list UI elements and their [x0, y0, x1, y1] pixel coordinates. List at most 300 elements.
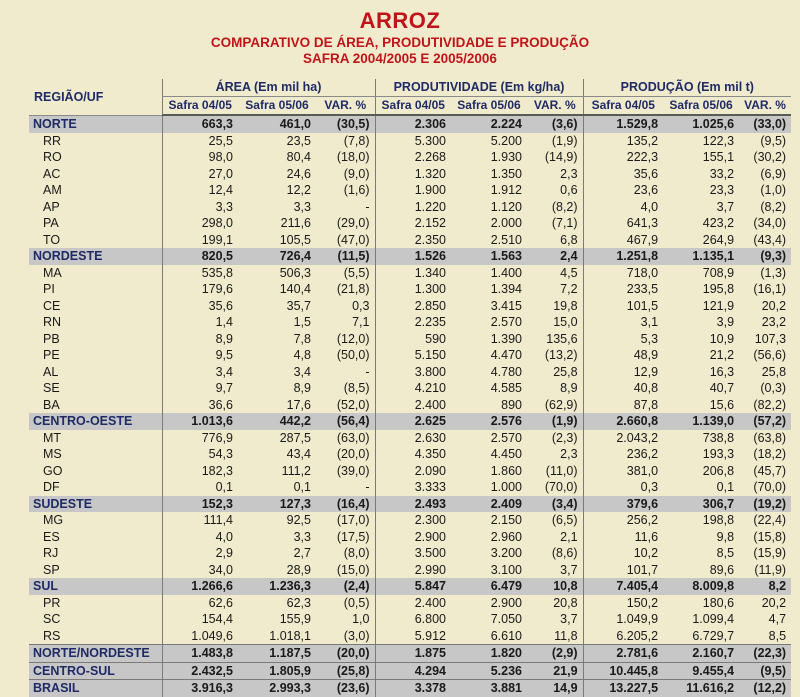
table-cell: 2.630: [375, 430, 451, 447]
table-cell: 3.800: [375, 364, 451, 381]
table-cell: 23,2: [761, 315, 787, 329]
table-cell: 1.805,9: [238, 662, 316, 680]
table-cell: 423,2: [702, 216, 735, 230]
table-cell: 2.160,7: [663, 645, 739, 663]
table-cell: 2.150: [490, 513, 522, 527]
table-cell: (52,0): [336, 397, 370, 412]
table-cell: 19,8: [553, 298, 578, 313]
table-cell: 5.150: [375, 347, 451, 364]
table-cell: 379,6: [583, 496, 663, 513]
table-cell: (2,9): [527, 645, 583, 663]
table-cell: 2.306: [375, 115, 451, 133]
table-cell: (39,0): [336, 463, 370, 478]
table-cell: (62,9): [544, 397, 578, 412]
table-cell: (9,3): [739, 248, 791, 265]
table-cell: 1.563: [451, 248, 527, 265]
subheader-cell: Safra 04/05: [375, 97, 451, 116]
table-cell: 4,0: [583, 199, 663, 216]
table-cell: (16,4): [316, 496, 375, 513]
table-cell: (30,2): [753, 150, 787, 164]
table-cell: 111,4: [162, 512, 238, 529]
table-cell: 155,1: [702, 150, 735, 164]
table-cell: 9.455,4: [663, 662, 739, 680]
row-label: SUL: [29, 578, 162, 595]
table-cell: 8.009,8: [663, 578, 739, 595]
table-cell: (0,3): [760, 381, 787, 395]
table-cell: (20,0): [316, 645, 375, 663]
header-region: REGIÃO/UF: [29, 79, 162, 115]
subheader-cell: Safra 04/05: [162, 97, 238, 116]
row-label: PI: [43, 282, 55, 296]
region-row: [29, 115, 791, 133]
table-cell: 152,3: [162, 496, 238, 513]
table-cell: 1.135,1: [663, 248, 739, 265]
table-cell: 256,2: [583, 512, 663, 529]
table-cell: (14,9): [544, 150, 578, 164]
table-cell: 89,6: [709, 562, 735, 577]
table-cell: 6.205,2: [583, 628, 663, 645]
table-cell: 1.139,0: [663, 413, 739, 430]
table-cell: 1.187,5: [238, 645, 316, 663]
table-row: [29, 182, 791, 199]
table-cell: 4,0: [162, 529, 238, 546]
page-subtitle-safra: SAFRA 2004/2005 E 2005/2006: [303, 51, 497, 66]
subheader-cell: Safra 05/06: [238, 97, 316, 116]
row-label: PR: [43, 595, 61, 610]
row-label: DF: [43, 480, 60, 494]
table-cell: 4.294: [375, 662, 451, 680]
table-row: [29, 314, 791, 331]
table-cell: 3,7: [560, 562, 578, 577]
table-cell: 2.850: [375, 298, 451, 315]
table-cell: 193,3: [702, 447, 735, 461]
row-label: BRASIL: [29, 680, 162, 697]
row-label: AL: [43, 364, 59, 379]
table-cell: 2.781,6: [583, 645, 663, 663]
table-cell: (34,0): [753, 216, 787, 230]
table-cell: 6,8: [560, 232, 578, 247]
table-cell: 3.881: [451, 680, 527, 697]
table-cell: 2.960: [490, 529, 522, 544]
table-cell: 1.013,6: [162, 413, 238, 430]
table-cell: 3.100: [490, 562, 522, 577]
table-cell: 0,1: [293, 480, 311, 494]
table-cell: (18,0): [336, 150, 370, 164]
table-cell: 222,3: [583, 149, 663, 166]
page-title: ARROZ: [359, 8, 441, 33]
table-cell: 2.900: [490, 595, 522, 610]
table-cell: (8,0): [343, 546, 370, 560]
table-cell: 0,1: [162, 479, 238, 496]
row-label: BA: [43, 397, 60, 412]
table-cell: 127,3: [238, 496, 316, 513]
table-cell: (11,9): [754, 562, 787, 577]
table-cell: 1.483,8: [162, 645, 238, 663]
table-cell: (6,9): [760, 166, 787, 181]
table-cell: 25,5: [162, 133, 238, 150]
table-cell: 8,2: [739, 578, 791, 595]
table-cell: 0,3: [583, 479, 663, 496]
table-cell: (5,5): [343, 265, 370, 280]
table-cell: 2.350: [375, 232, 451, 249]
table-row: [29, 512, 791, 529]
subheader-cell: VAR. %: [739, 97, 791, 116]
total-row: [29, 645, 791, 663]
table-cell: 6.729,7: [692, 628, 735, 643]
row-label: MG: [43, 513, 64, 527]
table-cell: 3.415: [490, 298, 522, 313]
table-cell: 708,9: [702, 265, 735, 280]
table-cell: 25,8: [761, 364, 787, 379]
table-cell: 5.300: [375, 133, 451, 150]
table-cell: 154,4: [162, 611, 238, 628]
table-cell: 11,6: [583, 529, 663, 546]
table-cell: 35,6: [162, 298, 238, 315]
table-cell: 2.235: [375, 314, 451, 331]
table-cell: 27,0: [162, 166, 238, 183]
table-cell: 35,6: [583, 166, 663, 183]
table-cell: 718,0: [583, 265, 663, 282]
subheader-cell: Safra 05/06: [663, 97, 739, 116]
table-cell: 20,2: [761, 298, 787, 313]
table-cell: 20,2: [761, 595, 787, 610]
table-cell: 121,9: [702, 298, 735, 313]
table-cell: (16,1): [753, 282, 787, 296]
table-cell: 36,6: [162, 397, 238, 414]
table-cell: 179,6: [162, 281, 238, 298]
table-row: [29, 281, 791, 298]
table-cell: 6.479: [451, 578, 527, 595]
table-cell: 2.625: [375, 413, 451, 430]
table-cell: (2,3): [551, 430, 578, 445]
table-cell: 122,3: [702, 133, 735, 148]
table-row: [29, 562, 791, 579]
table-cell: 34,0: [162, 562, 238, 579]
table-cell: (15,9): [753, 546, 787, 560]
table-cell: 105,5: [279, 232, 311, 247]
table-cell: (18,2): [753, 447, 787, 461]
table-cell: 5.236: [451, 662, 527, 680]
table-cell: (50,0): [336, 348, 370, 362]
region-row: [29, 248, 791, 265]
table-cell: 1.930: [490, 150, 522, 164]
table-row: [29, 380, 791, 397]
table-cell: 62,6: [162, 595, 238, 612]
table-cell: 2.152: [375, 215, 451, 232]
table-cell: (47,0): [336, 232, 370, 247]
table-cell: (2,4): [316, 578, 375, 595]
table-cell: 1.900: [375, 182, 451, 199]
table-cell: 298,0: [162, 215, 238, 232]
table-cell: 206,8: [702, 463, 735, 478]
table-cell: 726,4: [238, 248, 316, 265]
table-cell: 1,4: [162, 314, 238, 331]
table-cell: 140,4: [279, 282, 311, 296]
table-cell: (20,0): [336, 447, 370, 461]
table-cell: 1.875: [375, 645, 451, 663]
table-cell: 1,0: [352, 612, 370, 626]
table-cell: 35,7: [286, 298, 311, 313]
table-cell: 7,1: [352, 315, 370, 329]
table-cell: 590: [375, 331, 451, 348]
table-cell: (19,2): [739, 496, 791, 513]
subheader-cell: Safra 05/06: [451, 97, 527, 116]
table-cell: 7,2: [560, 282, 578, 296]
table-cell: 107,3: [754, 331, 787, 346]
table-cell: 14,9: [527, 680, 583, 697]
table-cell: 820,5: [162, 248, 238, 265]
table-cell: 3,9: [716, 315, 735, 329]
table-cell: 535,8: [162, 265, 238, 282]
table-cell: 111,2: [281, 463, 311, 478]
table-cell: 2.900: [375, 529, 451, 546]
table-cell: 2.660,8: [583, 413, 663, 430]
comparison-table: [29, 79, 791, 697]
table-row: [29, 479, 791, 496]
row-label: AC: [43, 166, 61, 181]
table-cell: 2.493: [375, 496, 451, 513]
table-row: [29, 446, 791, 463]
table-cell: 2.268: [375, 149, 451, 166]
table-cell: (7,8): [343, 133, 370, 148]
table-cell: 33,2: [709, 166, 735, 181]
table-cell: 4.450: [490, 447, 522, 461]
table-cell: 7.050: [490, 612, 522, 626]
table-cell: 98,0: [162, 149, 238, 166]
table-cell: 101,5: [583, 298, 663, 315]
row-label: PA: [43, 216, 59, 230]
table-cell: 24,6: [286, 166, 311, 181]
table-cell: -: [365, 199, 370, 214]
table-cell: 1.025,6: [663, 115, 739, 133]
table-cell: 8,5: [716, 546, 735, 560]
table-cell: 264,9: [702, 232, 735, 247]
row-label: RR: [43, 133, 62, 148]
row-label: SP: [43, 562, 60, 577]
table-cell: 7,8: [293, 331, 311, 346]
table-cell: 1.018,1: [269, 628, 311, 643]
table-cell: 3,1: [583, 314, 663, 331]
table-row: [29, 397, 791, 414]
row-label: RS: [43, 628, 61, 643]
table-cell: 2,7: [293, 546, 311, 560]
table-cell: 1.251,8: [583, 248, 663, 265]
table-cell: 1.300: [375, 281, 451, 298]
table-cell: 776,9: [162, 430, 238, 447]
table-cell: 2.043,2: [583, 430, 663, 447]
table-cell: 9,7: [162, 380, 238, 397]
table-row: [29, 166, 791, 183]
table-cell: (70,0): [544, 480, 578, 494]
table-cell: (82,2): [753, 397, 787, 412]
table-cell: (43,4): [753, 232, 787, 247]
table-cell: 2.990: [375, 562, 451, 579]
table-cell: (23,6): [316, 680, 375, 697]
table-cell: (15,0): [336, 562, 370, 577]
region-row: [29, 413, 791, 430]
table-cell: (8,2): [760, 199, 787, 214]
table-cell: 1.220: [375, 199, 451, 216]
table-cell: (1,6): [343, 183, 370, 197]
table-cell: 1.049,6: [162, 628, 238, 645]
table-cell: (56,6): [753, 348, 787, 362]
row-label: NORDESTE: [29, 248, 162, 265]
table-cell: 2.300: [375, 512, 451, 529]
table-cell: (1,3): [760, 265, 787, 280]
region-row: [29, 496, 791, 513]
table-cell: 150,2: [583, 595, 663, 612]
table-cell: 40,7: [709, 381, 735, 395]
table-cell: (13,2): [544, 348, 578, 362]
table-cell: 20,8: [553, 595, 578, 610]
table-cell: 5.912: [375, 628, 451, 645]
row-label: NORTE/NORDESTE: [29, 645, 162, 663]
table-cell: (22,4): [753, 513, 787, 527]
table-cell: 135,2: [583, 133, 663, 150]
table-cell: 12,4: [162, 182, 238, 199]
table-cell: (0,5): [343, 595, 370, 610]
table-row: [29, 529, 791, 546]
table-cell: 2,3: [560, 447, 578, 461]
subheader-cell: Safra 04/05: [583, 97, 663, 116]
row-label: GO: [43, 463, 63, 478]
table-row: [29, 347, 791, 364]
table-cell: (56,4): [316, 413, 375, 430]
table-cell: 1.099,4: [692, 612, 735, 626]
table-cell: 3,7: [560, 612, 578, 626]
table-cell: 467,9: [583, 232, 663, 249]
table-cell: (1,0): [760, 183, 787, 197]
table-cell: (21,8): [336, 282, 370, 296]
row-label: SUDESTE: [29, 496, 162, 513]
table-cell: 442,2: [238, 413, 316, 430]
table-cell: (8,6): [551, 546, 578, 560]
row-label: MS: [43, 447, 62, 461]
table-cell: 3,3: [293, 199, 311, 214]
table-cell: 101,7: [583, 562, 663, 579]
table-cell: (25,8): [316, 662, 375, 680]
table-cell: 13.227,5: [583, 680, 663, 697]
table-cell: (63,8): [753, 430, 787, 445]
total-row: [29, 662, 791, 680]
table-cell: 23,5: [286, 133, 311, 148]
table-row: [29, 595, 791, 612]
table-cell: 28,9: [286, 562, 311, 577]
table-cell: (11,0): [545, 463, 578, 478]
table-cell: 1.049,9: [583, 611, 663, 628]
table-cell: 287,5: [279, 430, 311, 445]
table-cell: 236,2: [583, 446, 663, 463]
table-cell: 0,6: [560, 183, 578, 197]
table-cell: 17,6: [286, 397, 311, 412]
table-cell: 6.800: [375, 611, 451, 628]
row-label: CE: [43, 298, 61, 313]
table-cell: 5.847: [375, 578, 451, 595]
row-label: RN: [43, 315, 62, 329]
table-cell: 9,5: [162, 347, 238, 364]
table-cell: 1.350: [490, 166, 522, 181]
table-cell: 4.470: [490, 348, 522, 362]
table-cell: 54,3: [162, 446, 238, 463]
row-label: TO: [43, 232, 61, 247]
table-cell: 738,8: [702, 430, 735, 445]
table-cell: 1.820: [451, 645, 527, 663]
table-cell: 21,9: [527, 662, 583, 680]
table-cell: (1,9): [551, 133, 578, 148]
table-cell: 8,9: [162, 331, 238, 348]
row-label: NORTE: [29, 115, 162, 133]
table-cell: 195,8: [702, 282, 735, 296]
table-cell: 3.333: [375, 479, 451, 496]
table-cell: 12,2: [286, 183, 311, 197]
table-cell: 3,3: [293, 529, 311, 544]
table-cell: 43,4: [286, 447, 311, 461]
table-cell: 2,4: [527, 248, 583, 265]
row-label: PB: [43, 331, 60, 346]
row-label: MT: [43, 430, 62, 445]
table-cell: 21,2: [709, 348, 735, 362]
table-cell: (17,5): [336, 529, 370, 544]
table-cell: 11.616,2: [663, 680, 739, 697]
table-cell: 199,1: [162, 232, 238, 249]
table-cell: 2,1: [560, 529, 578, 544]
table-cell: 10,9: [709, 331, 735, 346]
table-cell: (3,0): [343, 628, 370, 643]
table-body: [29, 115, 791, 697]
row-label: SC: [43, 612, 61, 626]
table-cell: 0,1: [716, 480, 735, 494]
table-cell: 198,8: [702, 513, 735, 527]
table-cell: 2.510: [490, 232, 522, 247]
total-row: [29, 680, 791, 697]
table-cell: 155,9: [279, 612, 311, 626]
row-label: AP: [43, 199, 60, 214]
table-cell: -: [365, 364, 370, 379]
table-cell: (8,5): [343, 381, 370, 395]
table-cell: 1.912: [490, 183, 522, 197]
table-cell: (17,0): [336, 513, 370, 527]
table-cell: 135,6: [546, 331, 578, 346]
table-cell: 8,5: [768, 628, 787, 643]
table-cell: 4.585: [490, 381, 522, 395]
table-cell: 4.780: [490, 364, 522, 379]
table-cell: (63,0): [336, 430, 370, 445]
table-cell: 2,3: [560, 166, 578, 181]
table-cell: 8,9: [560, 381, 578, 395]
table-cell: (6,5): [551, 513, 578, 527]
table-cell: 9,8: [716, 529, 735, 544]
table-cell: 16,3: [709, 364, 735, 379]
table-cell: (29,0): [336, 216, 370, 230]
table-cell: 62,3: [286, 595, 311, 610]
table-cell: 1.266,6: [162, 578, 238, 595]
table-cell: 6.610: [490, 628, 522, 643]
table-cell: (12,2): [739, 680, 791, 697]
table-cell: 5.200: [490, 133, 522, 148]
table-cell: 92,5: [286, 513, 311, 527]
table-cell: 2.090: [375, 463, 451, 480]
table-cell: (11,5): [316, 248, 375, 265]
table-cell: 15,6: [709, 397, 735, 412]
table-cell: 23,6: [583, 182, 663, 199]
table-cell: 3,4: [162, 364, 238, 381]
table-cell: (1,9): [527, 413, 583, 430]
header-area: ÁREA (Em mil ha): [162, 79, 375, 97]
table-cell: (3,6): [527, 115, 583, 133]
table-cell: 48,9: [583, 347, 663, 364]
table-cell: 5,3: [583, 331, 663, 348]
table-row: [29, 215, 791, 232]
